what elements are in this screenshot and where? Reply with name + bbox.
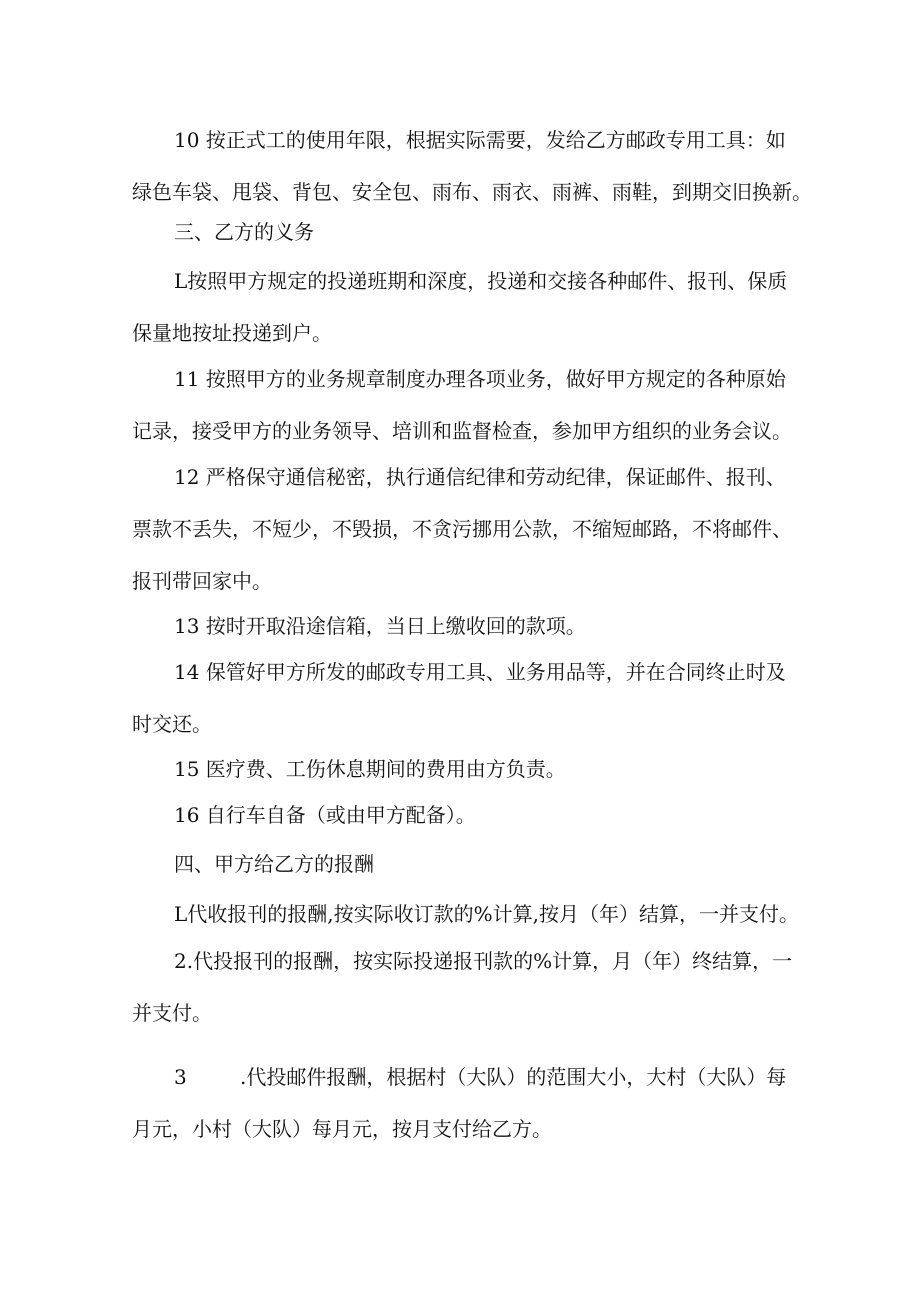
text-line: 绿色车袋、甩袋、背包、安全包、雨布、雨衣、雨裤、雨鞋，到期交旧换新。 [132, 180, 812, 204]
text-line: L按照甲方规定的投递班期和深度，投递和交接各种邮件、报刊、保质 [174, 269, 788, 293]
text-line: 保量地按址投递到户。 [132, 321, 332, 345]
text-line: 票款不丢失，不短少，不毁损，不贪污挪用公款，不缩短邮路，不将邮件、 [132, 517, 792, 541]
text-line: 13 按时开取沿途信箱，当日上缴收回的款项。 [174, 614, 586, 638]
item-number: 3 [174, 1065, 187, 1089]
paragraph-remuneration-1 [132, 888, 799, 940]
text-line: 10 按正式工的使用年限，根据实际需要，发给乙方邮政专用工具：如 [174, 128, 786, 152]
text-line: 2.代投报刊的报酬，按实际投递报刊款的%计算，月（年）终结算，一 [174, 949, 793, 973]
text-line: 15 医疗费、工伤休息期间的费用由方负责。 [174, 757, 566, 781]
text-line: 月元，小村（大队）每月元，按月支付给乙方。 [132, 1117, 552, 1141]
paragraph-item-11 [132, 353, 792, 457]
text-line: 报刊带回家中。 [132, 569, 272, 593]
paragraph-item-10 [132, 114, 812, 218]
text-line: 12 严格保守通信秘密，执行通信纪律和劳动纪律，保证邮件、报刊、 [174, 465, 786, 489]
text-line: 14 保管好甲方所发的邮政专用工具、业务用品等，并在合同终止时及 [174, 660, 786, 684]
text-line: 四、甲方给乙方的报酬 [174, 852, 374, 876]
paragraph-remuneration-3 [132, 1051, 792, 1155]
paragraph-item-16 [132, 789, 792, 841]
paragraph-item-12 [132, 451, 792, 607]
paragraph-item-14 [132, 646, 792, 750]
paragraph-remuneration-2 [132, 935, 792, 1039]
section-heading-remuneration [132, 838, 792, 890]
section-heading-obligations [132, 206, 792, 258]
text-line: 11 按照甲方的业务规章制度办理各项业务，做好甲方规定的各种原始 [174, 367, 786, 391]
text-line: 三、乙方的义务 [174, 220, 314, 244]
text-line: L代收报刊的报酬,按实际收订款的%计算,按月（年）结算，一并支付。 [174, 902, 799, 926]
text-line: 16 自行车自备（或由甲方配备）。 [174, 803, 476, 827]
paragraph-item-15 [132, 743, 792, 795]
paragraph-item-13 [132, 600, 792, 652]
text-line: 时交还。 [132, 712, 212, 736]
text-line: 记录，接受甲方的业务领导、培训和监督检查，参加甲方组织的业务会议。 [132, 419, 792, 443]
text-line [132, 1051, 792, 1103]
text-segment: .代投邮件报酬，根据村（大队）的范围大小，大村（大队）每 [240, 1065, 787, 1089]
text-line: 并支付。 [132, 1001, 212, 1025]
paragraph-item-1 [132, 255, 792, 359]
